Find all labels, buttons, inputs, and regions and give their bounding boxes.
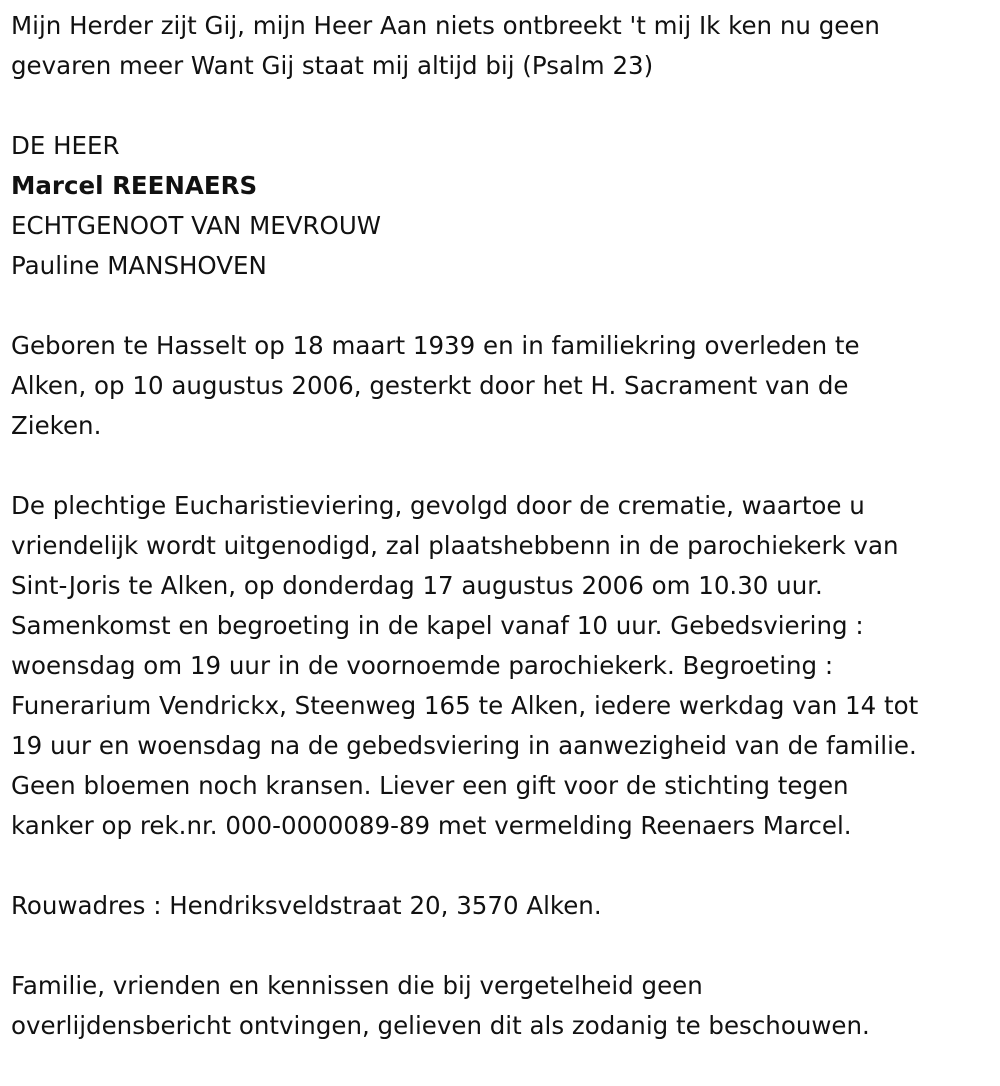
spacer [11,286,990,326]
ceremony-line-9: kanker op rek.nr. 000-0000089-89 met vermelding Reenaers Marcel. [11,811,852,840]
closing-line-2: overlijdensbericht ontvingen, gelieven dit als zodanig te beschouwen. [11,1011,870,1040]
ceremony-line-5: woensdag om 19 uur in de voornoemde parochiekerk. Begroeting : [11,651,834,680]
spouse-label: ECHTGENOOT VAN MEVROUW [11,211,382,240]
ceremony-line-6: Funerarium Vendrickx, Steenweg 165 te Alken, iedere werkdag van 14 tot [11,691,919,720]
spacer [11,846,990,886]
psalm-line-2: gevaren meer Want Gij staat mij altijd bij (Psalm 23) [11,51,654,80]
deceased-block [11,126,990,286]
ceremony-paragraph [11,486,990,846]
ceremony-line-1: De plechtige Eucharistieviering, gevolgd door de crematie, waartoe u [11,491,865,520]
ceremony-line-2: vriendelijk wordt uitgenodigd, zal plaatshebbenn in de parochiekerk van [11,531,899,560]
spacer [11,926,990,966]
birth-line-3: Zieken. [11,411,102,440]
honorific-title: DE HEER [11,131,120,160]
ceremony-line-3: Sint-Joris te Alken, op donderdag 17 augustus 2006 om 10.30 uur. [11,571,823,600]
spacer [11,86,990,126]
closing-paragraph [11,966,990,1046]
birth-line-1: Geboren te Hasselt op 18 maart 1939 en in familiekring overleden te [11,331,860,360]
spacer [11,446,990,486]
ceremony-line-7: 19 uur en woensdag na de gebedsviering in aanwezigheid van de familie. [11,731,917,760]
deceased-name: Marcel REENAERS [11,171,258,200]
closing-line-1: Familie, vrienden en kennissen die bij vergetelheid geen [11,971,703,1000]
birth-line-2: Alken, op 10 augustus 2006, gesterkt door het H. Sacrament van de [11,371,849,400]
psalm-line-1: Mijn Herder zijt Gij, mijn Heer Aan niets ontbreekt 't mij Ik ken nu geen [11,11,880,40]
ceremony-line-4: Samenkomst en begroeting in de kapel vanaf 10 uur. Gebedsviering : [11,611,864,640]
spouse-name: Pauline MANSHOVEN [11,251,267,280]
birth-death-paragraph [11,326,990,446]
mourning-address: Rouwadres : Hendriksveldstraat 20, 3570 Alken. [11,891,602,920]
psalm-quote [11,6,990,86]
ceremony-line-8: Geen bloemen noch kransen. Liever een gift voor de stichting tegen [11,771,849,800]
